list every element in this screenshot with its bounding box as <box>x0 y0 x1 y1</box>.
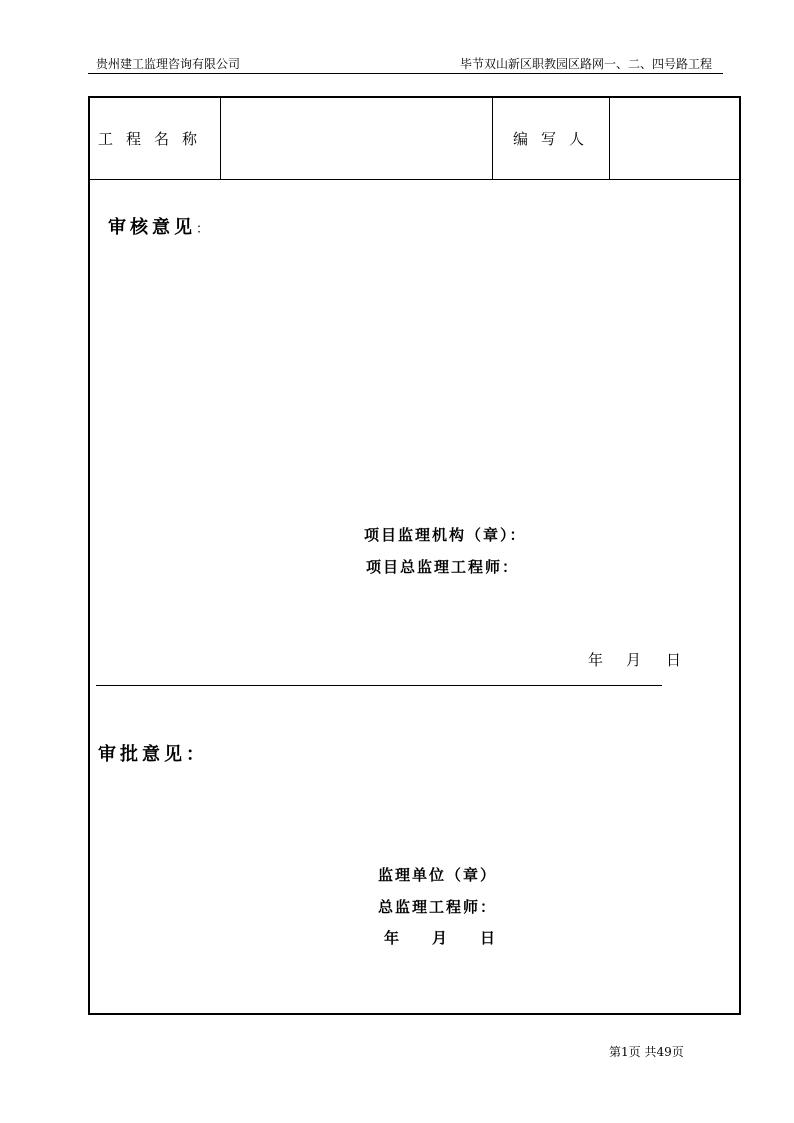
author-field[interactable] <box>610 98 739 179</box>
approval-chief-engineer-label: 总监理工程师： <box>378 898 498 916</box>
review-date-year: 年 <box>588 651 604 669</box>
approval-title-colon: ： <box>186 744 208 765</box>
approval-title-text: 审批意见 <box>98 744 186 765</box>
author-label: 编写人 <box>493 98 610 179</box>
approval-section-title <box>98 740 208 766</box>
header-rule <box>88 73 723 74</box>
review-form <box>88 96 741 1015</box>
project-name-field[interactable] <box>221 98 493 179</box>
approval-unit-stamp-label: 监理单位（章） <box>378 866 498 884</box>
form-header-row <box>90 98 739 180</box>
review-title-colon: ： <box>196 222 210 237</box>
project-name-label: 工程名称 <box>90 98 221 179</box>
approval-date-month: 月 <box>432 929 450 947</box>
review-date-month: 月 <box>626 651 642 669</box>
header-company: 贵州建工监理咨询有限公司 <box>96 57 241 71</box>
approval-date-year: 年 <box>384 929 402 947</box>
approval-date-day: 日 <box>480 929 498 947</box>
header-project-title: 毕节双山新区职教园区路网一、二、四号路工程 <box>459 57 712 71</box>
review-org-stamp-label: 项目监理机构（章）： <box>364 526 527 544</box>
review-title-text: 审核意见 <box>108 217 196 238</box>
review-chief-engineer-label: 项目总监理工程师： <box>366 558 520 576</box>
page-number: 第1页 共49页 <box>609 1045 684 1059</box>
review-date-day: 日 <box>666 651 682 669</box>
section-divider <box>96 685 662 686</box>
review-section-title <box>108 213 209 239</box>
